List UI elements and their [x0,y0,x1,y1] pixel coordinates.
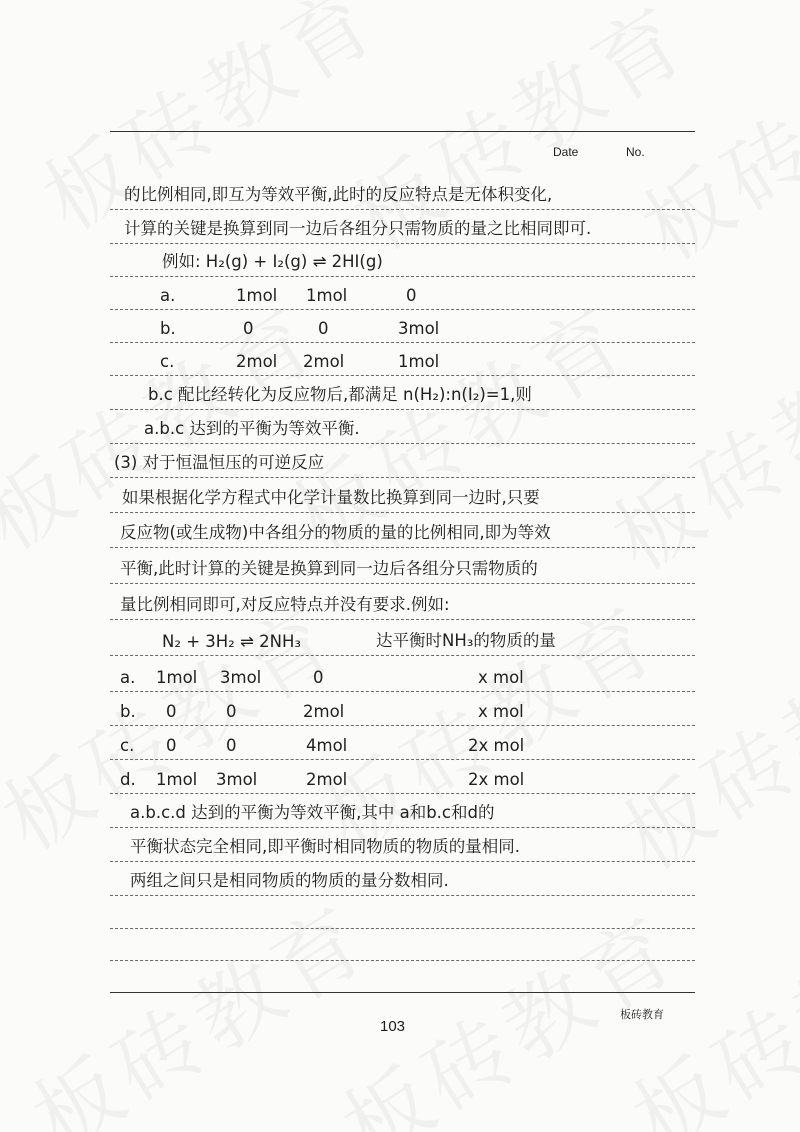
section-heading: (3) 对于恒温恒压的可逆反应 [114,453,325,472]
handwritten-text: 平衡状态完全相同,即平衡时相同物质的物质的量相同. [130,837,520,856]
row-label: d. [120,770,136,789]
row-value: x mol [478,668,524,687]
row-label: b. [160,319,176,338]
row-value: 3mol [216,770,258,789]
notebook-line [110,929,695,961]
notebook-line [110,178,695,210]
row-value: 1mol [236,286,278,305]
number-label: No. [626,145,645,159]
notebook-line [110,378,695,410]
row-value: 2x mol [468,770,525,789]
row-value: 3mol [398,319,440,338]
notebook-line [110,278,695,310]
footer-rule [110,992,695,993]
notebook-line [110,552,695,584]
notebook-line [110,311,695,343]
notebook-line [110,588,695,620]
row-value: 1mol [156,668,198,687]
row-value: 4mol [306,736,348,755]
row-value: 0 [166,702,177,721]
handwritten-text: 平衡,此时计算的关键是换算到同一边后各组分只需物质的 [120,559,538,578]
notebook-line [110,344,695,376]
row-value: 1mol [398,352,440,371]
row-label: b. [120,702,136,721]
notebook-line [110,412,695,444]
notebook-line [110,796,695,828]
handwritten-text: b.c 配比经转化为反应物后,都满足 n(H₂):n(I₂)=1,则 [148,385,532,404]
handwritten-text: 达平衡时NH₃的物质的量 [376,631,556,650]
row-value: 2x mol [468,736,525,755]
row-value: 0 [318,319,329,338]
notebook-line [110,624,695,656]
row-value: 2mol [306,770,348,789]
header-rule [110,131,695,132]
handwritten-text: 如果根据化学方程式中化学计量数比换算到同一边时,只要 [122,488,540,507]
row-value: 2mol [303,702,345,721]
row-value: 0 [406,286,417,305]
row-label: a. [120,668,136,687]
notebook-line [110,864,695,896]
row-value: 0 [226,702,237,721]
row-value: 0 [313,668,324,687]
handwritten-text: 反应物(或生成物)中各组分的物质的量的比例相同,即为等效 [120,523,551,542]
notebook-line [110,762,695,794]
handwritten-text: 例如: H₂(g) + I₂(g) ⇌ 2HI(g) [162,252,383,271]
page-number: 103 [380,1018,406,1035]
row-value: 0 [226,736,237,755]
row-value: 0 [166,736,177,755]
notebook-line [110,446,695,478]
notebook-line [110,516,695,548]
row-value: 3mol [220,668,262,687]
handwritten-text: 的比例相同,即互为等效平衡,此时的反应特点是无体积变化, [124,185,553,204]
notebook-line [110,245,695,277]
publisher-label: 板砖教育 [620,1008,664,1021]
row-value: 1mol [156,770,198,789]
notebook-line [110,694,695,726]
row-value: 2mol [303,352,345,371]
row-value: 1mol [306,286,348,305]
row-value: 0 [243,319,254,338]
notebook-line [110,961,695,993]
handwritten-text: 计算的关键是换算到同一边后各组分只需物质的量之比相同即可. [124,219,592,238]
row-label: c. [160,352,175,371]
date-label: Date [553,145,579,159]
handwritten-text: 两组之间只是相同物质的物质的量分数相同. [130,871,449,890]
handwritten-text: a.b.c.d 达到的平衡为等效平衡,其中 a和b.c和d的 [130,803,495,822]
row-label: c. [120,736,135,755]
row-value: x mol [478,702,524,721]
notebook-line [110,660,695,692]
equation: N₂ + 3H₂ ⇌ 2NH₃ [162,632,301,651]
notebook-line [110,212,695,244]
row-label: a. [160,286,176,305]
notebook-line [110,728,695,760]
notebook-line [110,830,695,862]
row-value: 2mol [236,352,278,371]
notebook-line [110,897,695,929]
handwritten-text: 量比例相同即可,对反应特点并没有要求.例如: [120,595,450,614]
handwritten-text: a.b.c 达到的平衡为等效平衡. [144,419,360,438]
notebook-line [110,481,695,513]
